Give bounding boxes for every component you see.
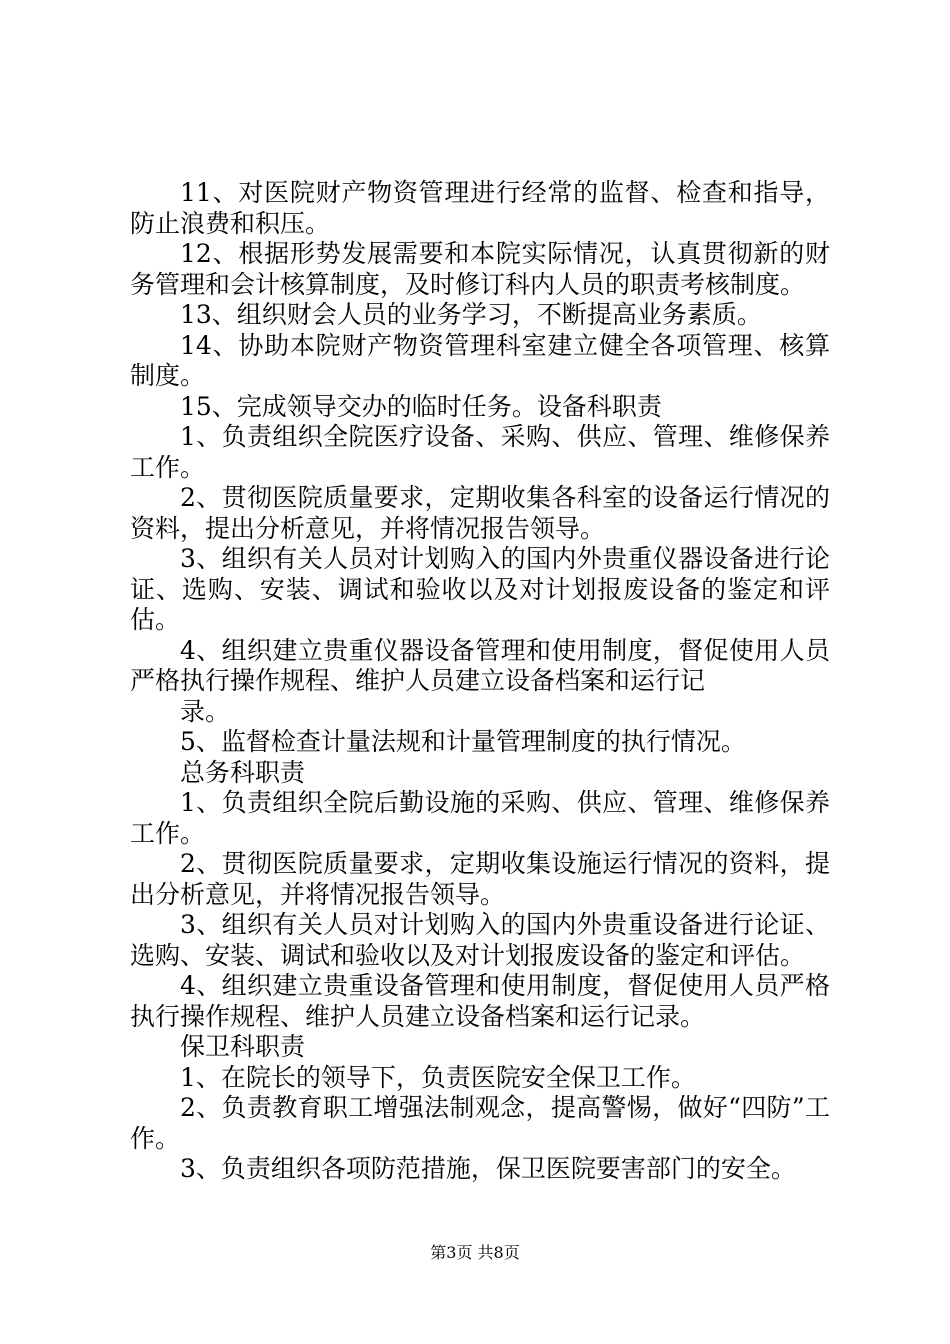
paragraph: 12、根据形势发展需要和本院实际情况，认真贯彻新的财务管理和会计核算制度，及时修订科内人员的职责考核制度。 <box>130 239 830 299</box>
section-heading: 总务科职责 <box>180 757 306 787</box>
paragraph: 11、对医院财产物资管理进行经常的监督、检查和指导，防止浪费和积压。 <box>130 178 830 238</box>
paragraph: 3、组织有关人员对计划购入的国内外贵重仪器设备进行论证、选购、安装、调试和验收以及对计划报废设备的鉴定和评估。 <box>130 544 830 634</box>
document-body <box>130 178 830 1185</box>
page-number-footer: 第3页 共8页 <box>430 1243 520 1262</box>
paragraph: 2、负责教育职工增强法制观念，提高警惕，做好“四防”工作。 <box>130 1093 830 1153</box>
paragraph: 2、贯彻医院质量要求，定期收集各科室的设备运行情况的资料，提出分析意见，并将情况报告领导。 <box>130 483 830 543</box>
paragraph: 1、在院长的领导下，负责医院安全保卫工作。 <box>180 1062 696 1092</box>
paragraph: 2、贯彻医院质量要求，定期收集设施运行情况的资料，提出分析意见，并将情况报告领导。 <box>130 849 830 909</box>
paragraph: 3、组织有关人员对计划购入的国内外贵重设备进行论证、选购、安装、调试和验收以及对计划报废设备的鉴定和评估。 <box>130 910 830 970</box>
paragraph: 13、组织财会人员的业务学习，不断提高业务素质。 <box>180 300 762 329</box>
paragraph: 录。 <box>180 696 231 726</box>
paragraph: 4、组织建立贵重仪器设备管理和使用制度，督促使用人员严格执行操作规程、维护人员建立设备档案和运行记 <box>130 635 830 695</box>
paragraph: 5、监督检查计量法规和计量管理制度的执行情况。 <box>180 727 746 756</box>
paragraph: 4、组织建立贵重设备管理和使用制度，督促使用人员严格执行操作规程、维护人员建立设备档案和运行记录。 <box>130 971 830 1031</box>
paragraph: 1、负责组织全院后勤设施的采购、供应、管理、维修保养工作。 <box>130 788 830 848</box>
paragraph: 15、完成领导交办的临时任务。设备科职责 <box>180 391 662 421</box>
paragraph: 1、负责组织全院医疗设备、采购、供应、管理、维修保养工作。 <box>130 422 830 482</box>
paragraph: 14、协助本院财产物资管理科室建立健全各项管理、核算制度。 <box>130 330 830 390</box>
paragraph: 3、负责组织各项防范措施，保卫医院要害部门的安全。 <box>180 1154 796 1183</box>
section-heading: 保卫科职责 <box>180 1032 306 1061</box>
